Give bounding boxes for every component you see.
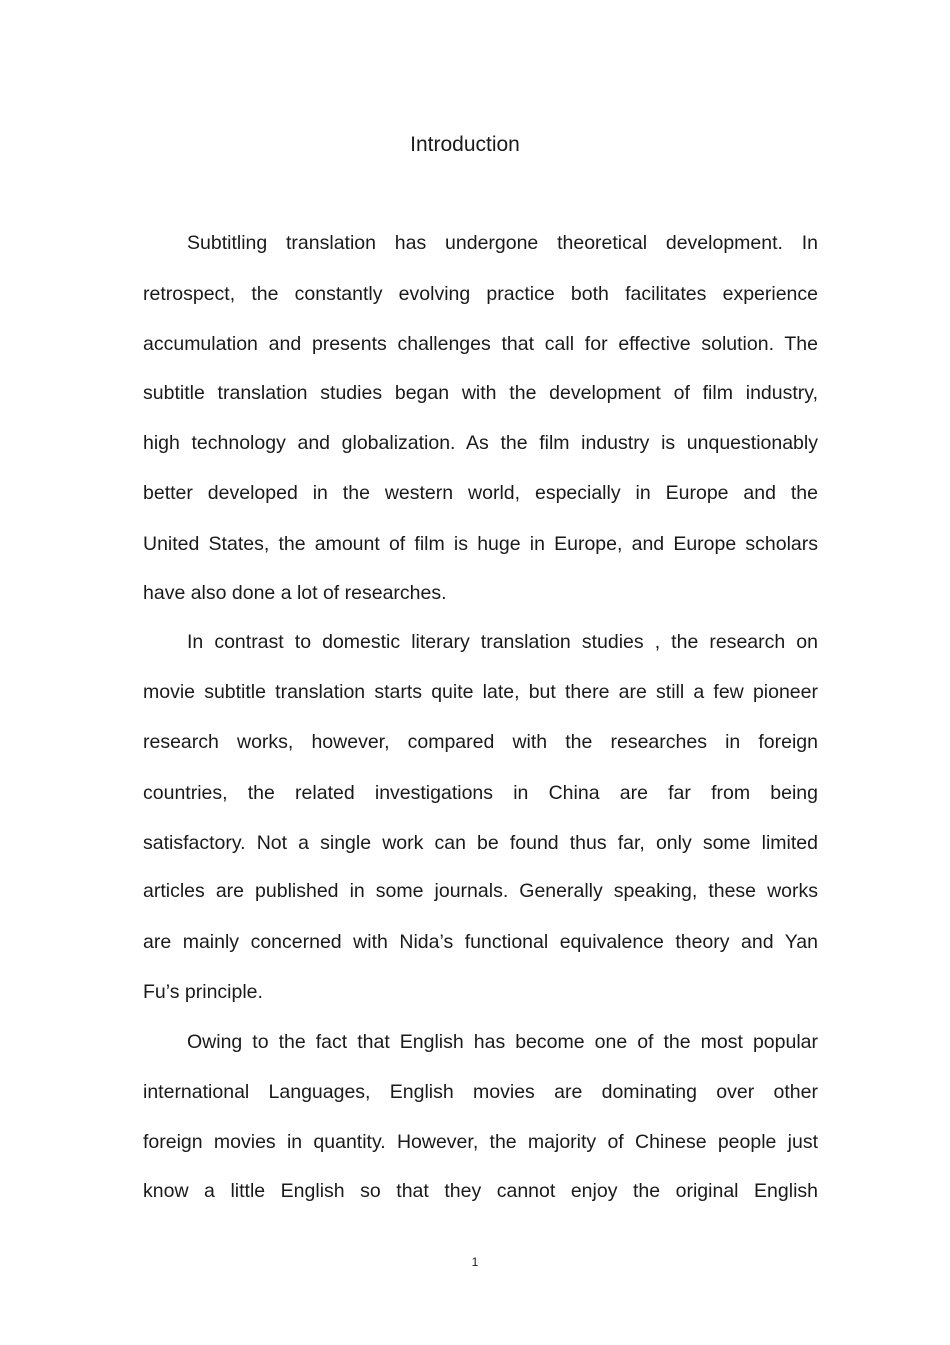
paragraph-2-line-4: countries, the related investigations in China are far from being <box>143 782 818 804</box>
paragraph-3-line-4: know a little English so that they cannot enjoy the original English <box>143 1180 818 1202</box>
paragraph-3-line-3: foreign movies in quantity. However, the majority of Chinese people just <box>143 1131 818 1153</box>
paragraph-2-line-8: Fu’s principle. <box>143 981 263 1003</box>
paragraph-2-line-7: are mainly concerned with Nida’s functional equivalence theory and Yan <box>143 931 818 953</box>
paragraph-3-line-2: international Languages, English movies are dominating over other <box>143 1081 818 1103</box>
paragraph-1-line-8: have also done a lot of researches. <box>143 582 447 604</box>
paragraph-2-line-1: In contrast to domestic literary translation studies , the research on <box>187 631 818 653</box>
paragraph-2-line-6: articles are published in some journals. Generally speaking, these works <box>143 880 818 902</box>
paragraph-1-line-6: better developed in the western world, especially in Europe and the <box>143 482 818 504</box>
paragraph-3-line-1: Owing to the fact that English has become one of the most popular <box>187 1031 818 1053</box>
paragraph-1-line-2: retrospect, the constantly evolving practice both facilitates experience <box>143 283 818 305</box>
page-title: Introduction <box>410 133 520 156</box>
paragraph-2-line-3: research works, however, compared with the researches in foreign <box>143 731 818 753</box>
paragraph-1-line-7: United States, the amount of film is huge in Europe, and Europe scholars <box>143 533 818 555</box>
paragraph-2-line-5: satisfactory. Not a single work can be found thus far, only some limited <box>143 832 818 854</box>
paragraph-1-line-4: subtitle translation studies began with the development of film industry, <box>143 382 818 404</box>
paragraph-1-line-5: high technology and globalization. As the film industry is unquestionably <box>143 432 818 454</box>
page-number: 1 <box>471 1255 479 1269</box>
paragraph-2-line-2: movie subtitle translation starts quite late, but there are still a few pioneer <box>143 681 818 703</box>
paragraph-1-line-1: Subtitling translation has undergone theoretical development. In <box>187 232 818 254</box>
paragraph-1-line-3: accumulation and presents challenges that call for effective solution. The <box>143 333 818 355</box>
